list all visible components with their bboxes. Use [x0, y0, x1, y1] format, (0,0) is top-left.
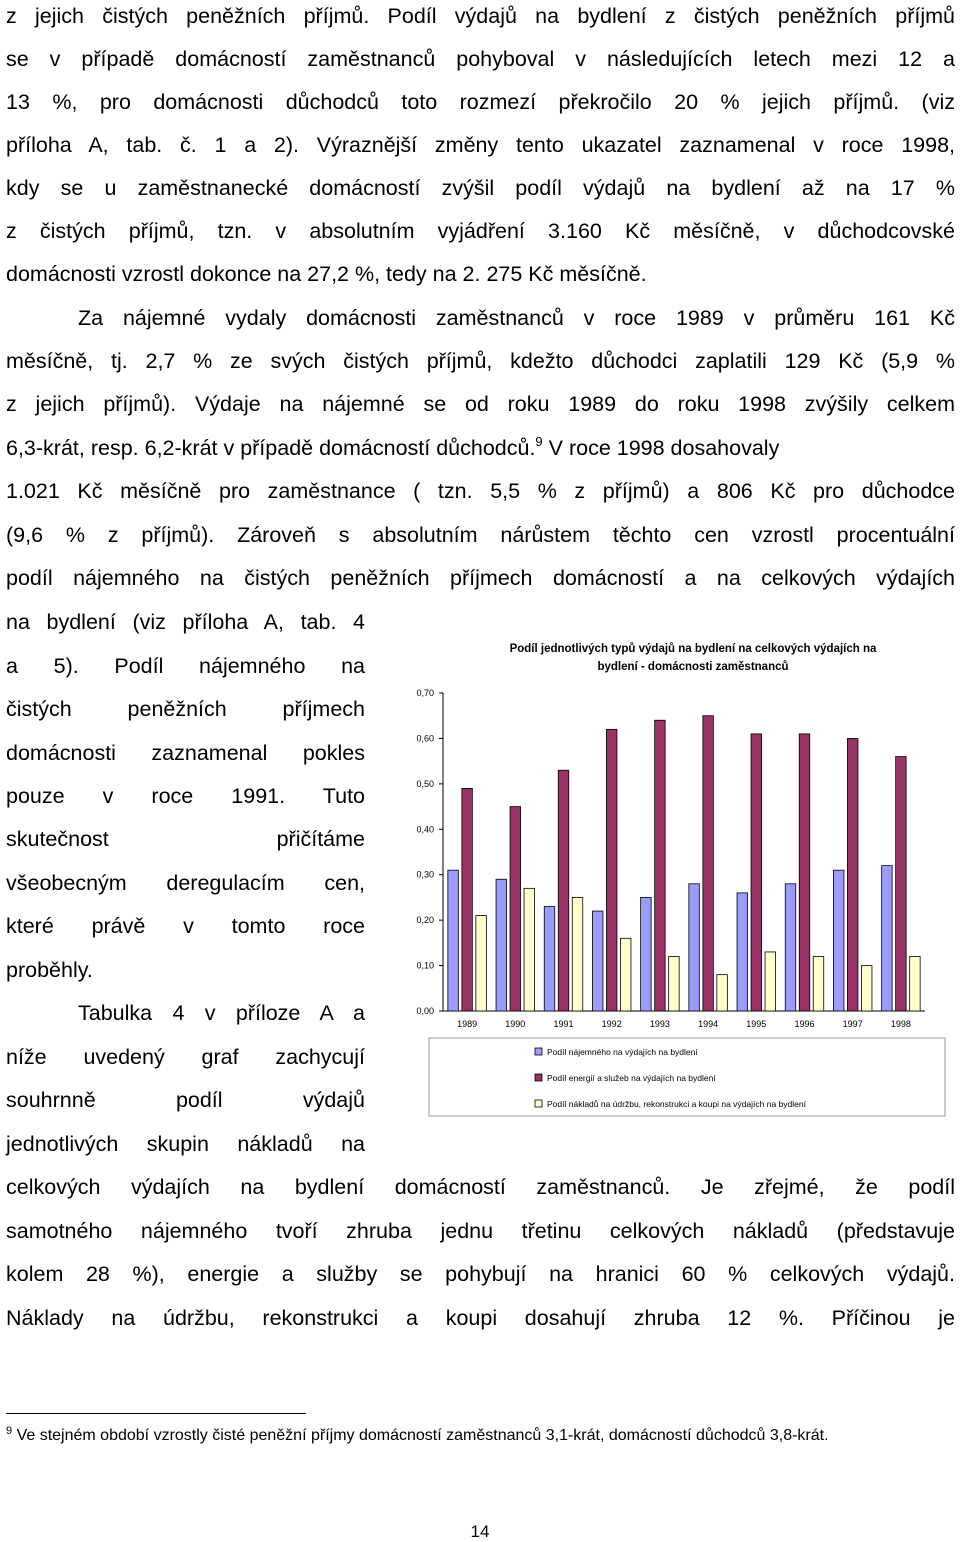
bar [896, 757, 907, 1011]
x-tick-label: 1992 [601, 1019, 622, 1029]
bar [620, 938, 631, 1011]
bar [496, 879, 507, 1011]
x-tick-label: 1993 [649, 1019, 670, 1029]
y-tick-label: 0,60 [416, 733, 434, 744]
text-line: podíl nájemného na čistých peněžních příjmech domácností a na celkových výdajích [6, 566, 955, 590]
bar [462, 788, 473, 1011]
text-line: kolem 28 %), energie a služby se pohybují na hranici 60 % celkových výdajů. [6, 1262, 955, 1286]
x-tick-label: 1998 [890, 1019, 911, 1029]
text-line: (9,6 % z příjmů). Zároveň s absolutním nárůstem těchto cen vzrostl procentuální [6, 523, 955, 547]
bar [910, 956, 921, 1011]
text-line: na bydlení (viz příloha A, tab. 4 [6, 610, 365, 634]
text-line: celkových výdajích na bydlení domácností zaměstnanců. Je zřejmé, že podíl [6, 1175, 955, 1199]
bar [641, 897, 652, 1011]
x-tick-label: 1991 [553, 1019, 574, 1029]
y-tick-label: 0,20 [416, 915, 434, 926]
text-segment: 6,3-krát, resp. 6,2-krát v případě domácností důchodců. [6, 436, 536, 460]
text-line [6, 427, 955, 471]
bar [558, 770, 569, 1011]
bar [799, 734, 810, 1011]
bar [655, 720, 666, 1011]
bar-chart [395, 630, 955, 1130]
text-line: z čistých příjmů, tzn. v absolutním vyjádření 3.160 Kč měsíčně, v důchodcovské [6, 219, 955, 243]
text-line: všeobecným deregulacím cen, [6, 871, 365, 895]
text-line: příloha A, tab. č. 1 a 2). Výraznější změny tento ukazatel zaznamenal v roce 1998, [6, 133, 955, 157]
bar [669, 956, 680, 1011]
text-line: souhrnně podíl výdajů [6, 1088, 365, 1112]
y-tick-label: 0,30 [416, 869, 434, 880]
bar [833, 870, 844, 1011]
x-tick-label: 1990 [505, 1019, 526, 1029]
chart-bars [448, 716, 920, 1011]
legend-label: Podíl nákladů na údržbu, rekonstrukci a koupi na výdajích na bydlení [547, 1099, 806, 1109]
text-line: pouze v roce 1991. Tuto [6, 784, 365, 808]
legend-swatch [535, 1074, 542, 1081]
text-line: a 5). Podíl nájemného na [6, 654, 365, 678]
text-line: domácnosti vzrostl dokonce na 27,2 %, tedy na 2. 275 Kč měsíčně. [6, 262, 647, 286]
chart-legend [429, 1038, 945, 1116]
bar [717, 975, 728, 1011]
legend-label: Podíl nájemného na výdajích na bydlení [547, 1047, 698, 1057]
text-line: domácnosti zaznamenal pokles [6, 741, 365, 765]
y-tick-label: 0,50 [416, 778, 434, 789]
text-line: níže uvedený graf zachycují [6, 1045, 365, 1069]
text-line: Za nájemné vydaly domácnosti zaměstnanců v roce 1989 v průměru 161 Kč [78, 306, 955, 330]
bar [448, 870, 459, 1011]
y-tick-label: 0,00 [416, 1006, 434, 1016]
page-number: 14 [470, 1522, 490, 1541]
footnote-rule [6, 1413, 306, 1414]
bar [737, 893, 748, 1011]
bar [510, 807, 521, 1011]
bar [882, 866, 893, 1011]
bar [813, 956, 824, 1011]
y-tick-label: 0,40 [416, 824, 434, 835]
x-tick-label: 1996 [794, 1019, 815, 1029]
text-line: z jejich čistých peněžních příjmů. Podíl výdajů na bydlení z čistých peněžních příjmů [6, 4, 955, 28]
bar [592, 911, 603, 1011]
text-line: 13 %, pro domácnosti důchodců toto rozmezí překročilo 20 % jejich příjmů. (viz [6, 90, 955, 114]
bar [861, 966, 872, 1011]
text-segment: V roce 1998 dosahovaly [548, 436, 780, 460]
text-line: 1.021 Kč měsíčně pro zaměstnance ( tzn. 5,5 % z příjmů) a 806 Kč pro důchodce [6, 479, 955, 503]
bar [606, 729, 617, 1011]
footnote-number: 9 [6, 1425, 13, 1437]
legend-swatch [535, 1100, 542, 1107]
bar [703, 716, 714, 1011]
text-line: kdy se u zaměstnanecké domácností zvýšil podíl výdajů na bydlení až na 17 % [6, 176, 955, 200]
text-line: čistých peněžních příjmech [6, 697, 365, 721]
legend-swatch [535, 1048, 542, 1055]
bar [572, 897, 583, 1011]
x-tick-label: 1995 [746, 1019, 767, 1029]
legend-label: Podíl energií a služeb na výdajích na bydlení [547, 1073, 716, 1083]
text-line: jednotlivých skupin nákladů na [6, 1132, 365, 1156]
text-line: Náklady na údržbu, rekonstrukci a koupi dosahují zhruba 12 %. Příčinou je [6, 1306, 955, 1330]
x-tick-label: 1997 [842, 1019, 863, 1029]
footnote [6, 1425, 946, 1446]
text-line: skutečnost přičítáme [6, 827, 365, 851]
chart-title-line-2: bydlení - domácnosti zaměstnanců [597, 661, 789, 673]
bar [751, 734, 762, 1011]
bar [476, 916, 487, 1011]
y-tick-label: 0,10 [416, 960, 434, 971]
x-tick-label: 1994 [698, 1019, 719, 1029]
text-line: které právě v tomto roce [6, 914, 365, 938]
bar [847, 738, 858, 1011]
footnote-text: Ve stejném období vzrostly čisté peněžní příjmy domácností zaměstnanců 3,1-krát, domácností důchodců 3,8-krát. [16, 1427, 829, 1444]
bar [689, 884, 700, 1011]
bar [524, 888, 535, 1011]
text-line: samotného nájemného tvoří zhruba jednu třetinu celkových nákladů (představuje [6, 1219, 955, 1243]
bar [785, 884, 796, 1011]
x-tick-label: 1989 [457, 1019, 478, 1029]
y-tick-label: 0,70 [416, 688, 434, 698]
bar [544, 907, 555, 1011]
text-line: z jejich příjmů). Výdaje na nájemné se od roku 1989 do roku 1998 zvýšily celkem [6, 392, 955, 416]
bar [765, 952, 776, 1011]
text-line: proběhly. [6, 958, 93, 982]
chart-title-line-1: Podíl jednotlivých typů výdajů na bydlení na celkových výdajích na [509, 643, 877, 655]
text-line: měsíčně, tj. 2,7 % ze svých čistých příjmů, kdežto důchodci zaplatili 129 Kč (5,9 % [6, 349, 955, 373]
text-line: se v případě domácností zaměstnanců pohyboval v následujících letech mezi 12 a [6, 47, 955, 71]
footnote-ref: 9 [535, 434, 543, 449]
text-line: Tabulka 4 v příloze A a [78, 1001, 365, 1025]
